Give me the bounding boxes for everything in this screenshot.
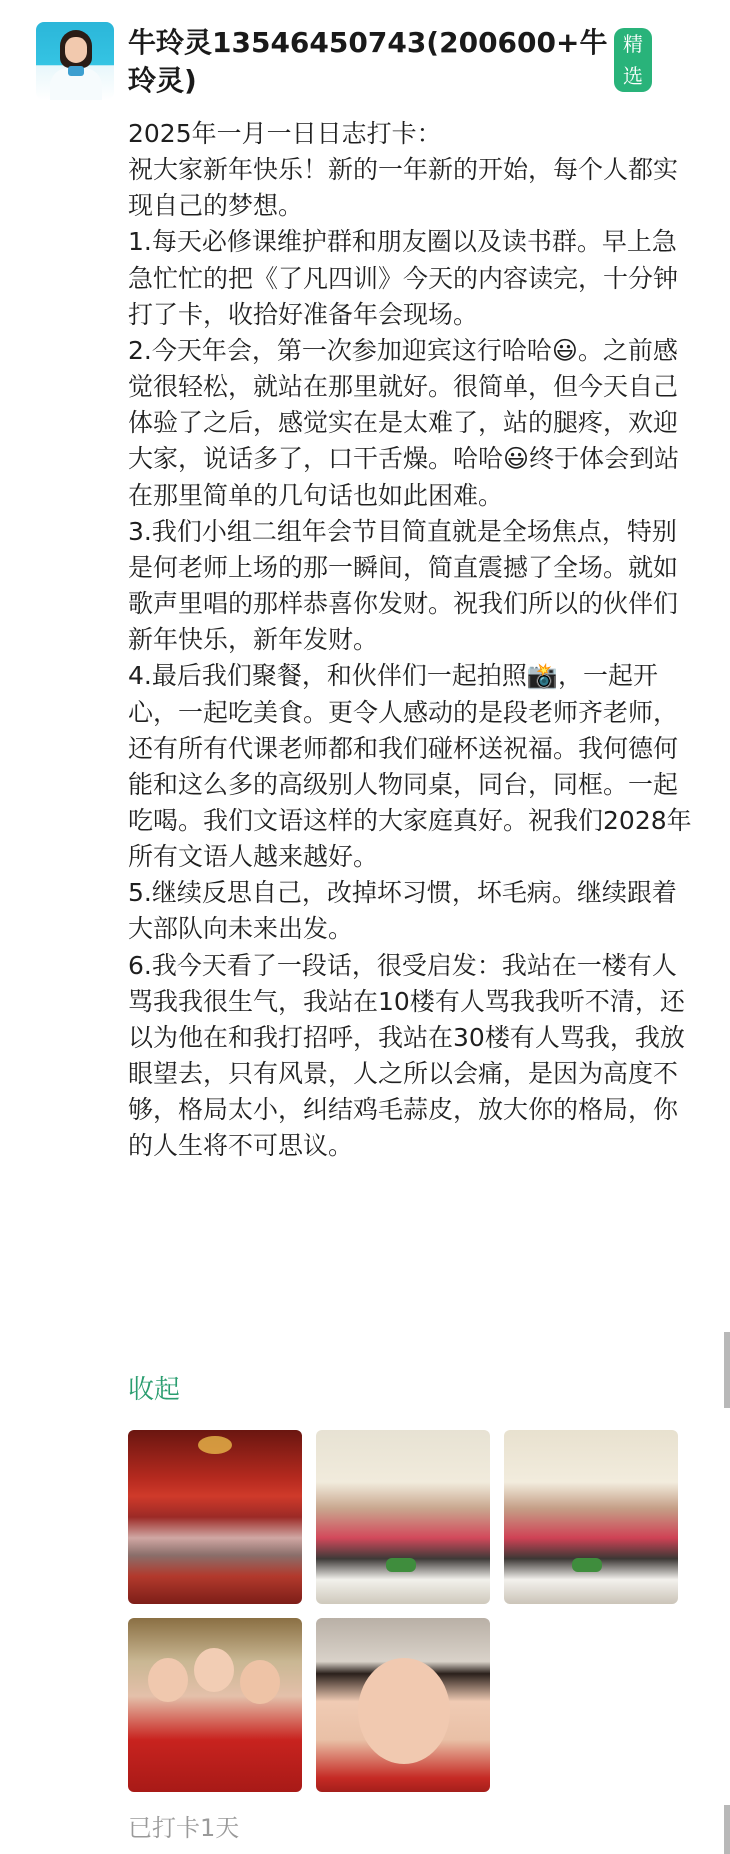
post-paragraph: 3.我们小组二组年会节目简直就是全场焦点，特别是何老师上场的那一瞬间，简直震撼了全场。就如歌声里唱的那样恭喜你发财。祝我们所以的伙伴们新年快乐，新年发财。 xyxy=(128,516,679,655)
collapse-link[interactable]: 收起 xyxy=(128,1375,181,1405)
post-paragraph: 2025年一月一日日志打卡： xyxy=(128,119,442,148)
post-paragraph: 祝大家新年快乐！新的一年新的开始，每个人都实现自己的梦想。 xyxy=(128,155,679,221)
post-paragraph: 1.每天必修课维护群和朋友圈以及读书群。早上急急忙忙的把《了凡四训》今天的内容读完，十分钟打了卡，收拾好准备年会现场。 xyxy=(128,227,679,329)
featured-badge: 精选 xyxy=(614,28,652,92)
photo-thumbnail-group-event[interactable] xyxy=(128,1430,302,1604)
post-paragraph: 2.今天年会，第一次参加迎宾这行哈哈😃。之前感觉很轻松，就站在那里就好。很简单，但今天自己体验了之后，感觉实在是太难了，站的腿疼，欢迎大家，说话多了，口干舌燥。哈哈😃终于体会到站在那里简单的几句话也如此困难。 xyxy=(128,335,680,510)
scrollbar-thumb[interactable] xyxy=(724,1805,730,1854)
photo-thumbnail-portrait[interactable] xyxy=(316,1618,490,1792)
post-paragraph: 5.继续反思自己，改掉坏习惯，坏毛病。继续跟着大部队向未来出发。 xyxy=(128,878,677,944)
post-paragraph: 6.我今天看了一段话，很受启发：我站在一楼有人骂我我很生气，我站在10楼有人骂我我听不清，还以为他在和我打招呼，我站在30楼有人骂我，我放眼望去，只有风景，人之所以会痛，是因为高度不够，格局太小，纠结鸡毛蒜皮，放大你的格局，你的人生将不可思议。 xyxy=(128,950,685,1161)
post-paragraph: 4.最后我们聚餐，和伙伴们一起拍照📸，一起开心，一起吃美食。更令人感动的是段老师齐老师，还有所有代课老师都和我们碰杯送祝福。我何德何能和这么多的高级别人物同桌，同台，同框。一起吃喝。我们文语这样的大家庭真好。祝我们2028年所有文语人越来越好。 xyxy=(128,661,692,872)
author-name[interactable]: 牛玲灵13546450743(200600+牛玲灵) xyxy=(128,26,608,97)
photo-thumbnail-dinner-toast-2[interactable] xyxy=(504,1430,678,1604)
post-content xyxy=(128,116,698,1165)
photo-thumbnail-friends-selfie[interactable] xyxy=(128,1618,302,1792)
author-avatar[interactable] xyxy=(36,22,114,100)
scrollbar-thumb[interactable] xyxy=(724,1332,730,1408)
checkin-status: 已打卡1天 xyxy=(128,1814,240,1842)
photo-thumbnail-dinner-toast[interactable] xyxy=(316,1430,490,1604)
